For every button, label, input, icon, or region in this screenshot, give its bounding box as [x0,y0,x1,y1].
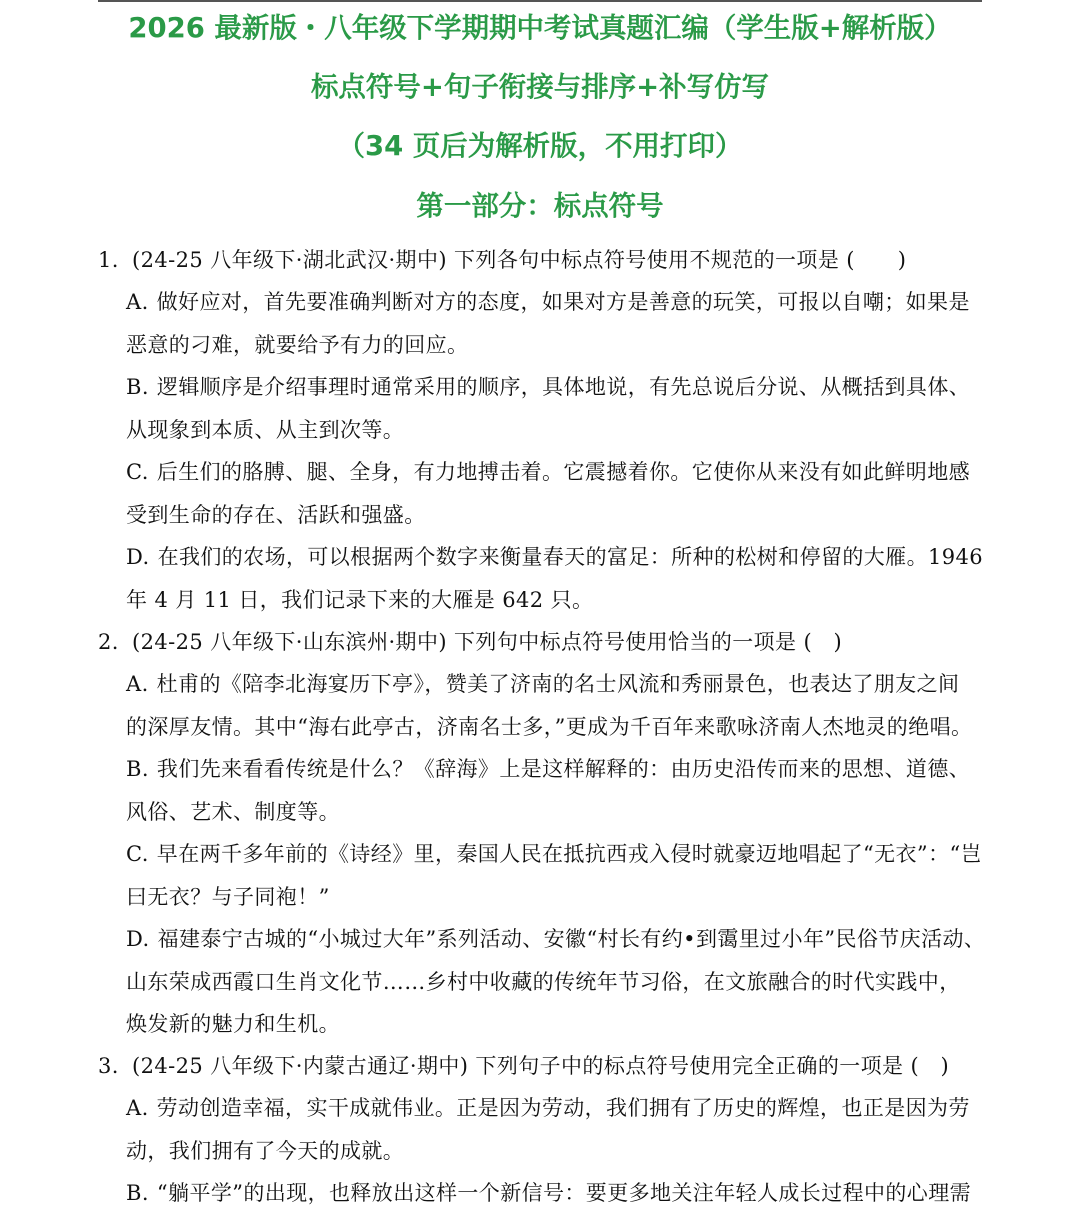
question-2-stem [98,627,842,657]
q1-option-c-cont: 受到生命的存在、活跃和强盛。 [126,503,426,527]
q2-option-c [126,839,982,869]
question-number: 2. [98,630,119,654]
option-letter: B. [126,757,149,781]
option-text: 早在两千多年前的《诗经》里，秦国人民在抵抗西戎入侵时就豪迈地唱起了“无衣”：“岂 [156,842,983,866]
q2-option-a [126,669,959,699]
print-note: （34 页后为解析版，不用打印） [337,130,743,162]
question-text: (24-25 八年级下·内蒙古通辽·期中) 下列句子中的标点符号使用完全正确的一项是 ( ) [132,1054,950,1078]
option-letter: B. [126,1181,149,1205]
question-number: 1. [98,248,119,272]
q1-option-c [126,457,970,487]
q2-option-d-cont-2: 焕发新的魅力和生机。 [126,1012,340,1036]
question-3-stem [98,1051,949,1081]
option-letter: C. [126,842,149,866]
document-title: 2026 最新版・八年级下学期期中考试真题汇编（学生版+解析版） [128,12,952,44]
q1-option-a [126,287,970,317]
q1-option-d [126,542,983,572]
option-text: 杜甫的《陪李北海宴历下亭》，赞美了济南的名士风流和秀丽景色，也表达了朋友之间 [156,672,960,696]
option-text: 后生们的胳膊、腿、全身，有力地搏击着。它震撼着你。它使你从来没有如此鲜明地感 [156,460,970,484]
q1-option-a-cont: 恶意的刁难，就要给予有力的回应。 [126,333,469,357]
option-text: 我们先来看看传统是什么？《辞海》上是这样解释的：由历史沿传而来的思想、道德、 [156,757,971,781]
q3-option-b [126,1178,971,1208]
q1-option-d-cont: 年 4 月 11 日，我们记录下来的大雁是 642 只。 [126,588,594,612]
option-letter: A. [126,290,149,314]
q2-option-b-cont: 风俗、艺术、制度等。 [126,800,340,824]
q1-option-b-cont: 从现象到本质、从主到次等。 [126,418,405,442]
document-subtitle: 标点符号+句子衔接与排序+补写仿写 [310,71,770,103]
question-text: (24-25 八年级下·山东滨州·期中) 下列句中标点符号使用恰当的一项是 ( ) [132,630,843,654]
option-letter: A. [126,1096,149,1120]
option-letter: A. [126,672,149,696]
question-number: 3. [98,1054,119,1078]
option-letter: D. [126,927,150,951]
option-text: 福建泰宁古城的“小城过大年”系列活动、安徽“村长有约•到霭里过小年”民俗节庆活动、 [157,927,986,951]
option-text: 做好应对，首先要准确判断对方的态度，如果对方是善意的玩笑，可报以自嘲；如果是 [156,290,970,314]
q2-option-c-cont: 曰无衣？与子同袍！” [126,885,330,909]
section-title: 第一部分：标点符号 [416,190,664,222]
q3-option-a-cont: 动，我们拥有了今天的成就。 [126,1139,405,1163]
q2-option-a-cont: 的深厚友情。其中“海右此亭古，济南名士多，”更成为千百年来歌咏济南人杰地灵的绝唱。 [126,715,973,739]
q2-option-d-cont: 山东荣成西霞口生肖文化节……乡村中收藏的传统年节习俗，在文旅融合的时代实践中， [126,970,961,994]
q2-option-d [126,924,985,954]
question-1-stem [98,245,906,275]
top-rule [98,0,982,2]
option-text: “躺平学”的出现，也释放出这样一个新信号：要更多地关注年轻人成长过程中的心理需 [156,1181,971,1205]
q2-option-b [126,754,970,784]
q1-option-b [126,372,970,402]
option-text: 在我们的农场，可以根据两个数字来衡量春天的富足：所种的松树和停留的大雁。1946 [157,545,984,569]
option-text: 劳动创造幸福，实干成就伟业。正是因为劳动，我们拥有了历史的辉煌，也正是因为劳 [156,1096,970,1120]
option-letter: D. [126,545,150,569]
option-text: 逻辑顺序是介绍事理时通常采用的顺序，具体地说，有先总说后分说、从概括到具体、 [156,375,971,399]
option-letter: C. [126,460,149,484]
q3-option-a [126,1093,970,1123]
question-text: (24-25 八年级下·湖北武汉·期中) 下列各句中标点符号使用不规范的一项是 ( ) [132,248,907,272]
option-letter: B. [126,375,149,399]
